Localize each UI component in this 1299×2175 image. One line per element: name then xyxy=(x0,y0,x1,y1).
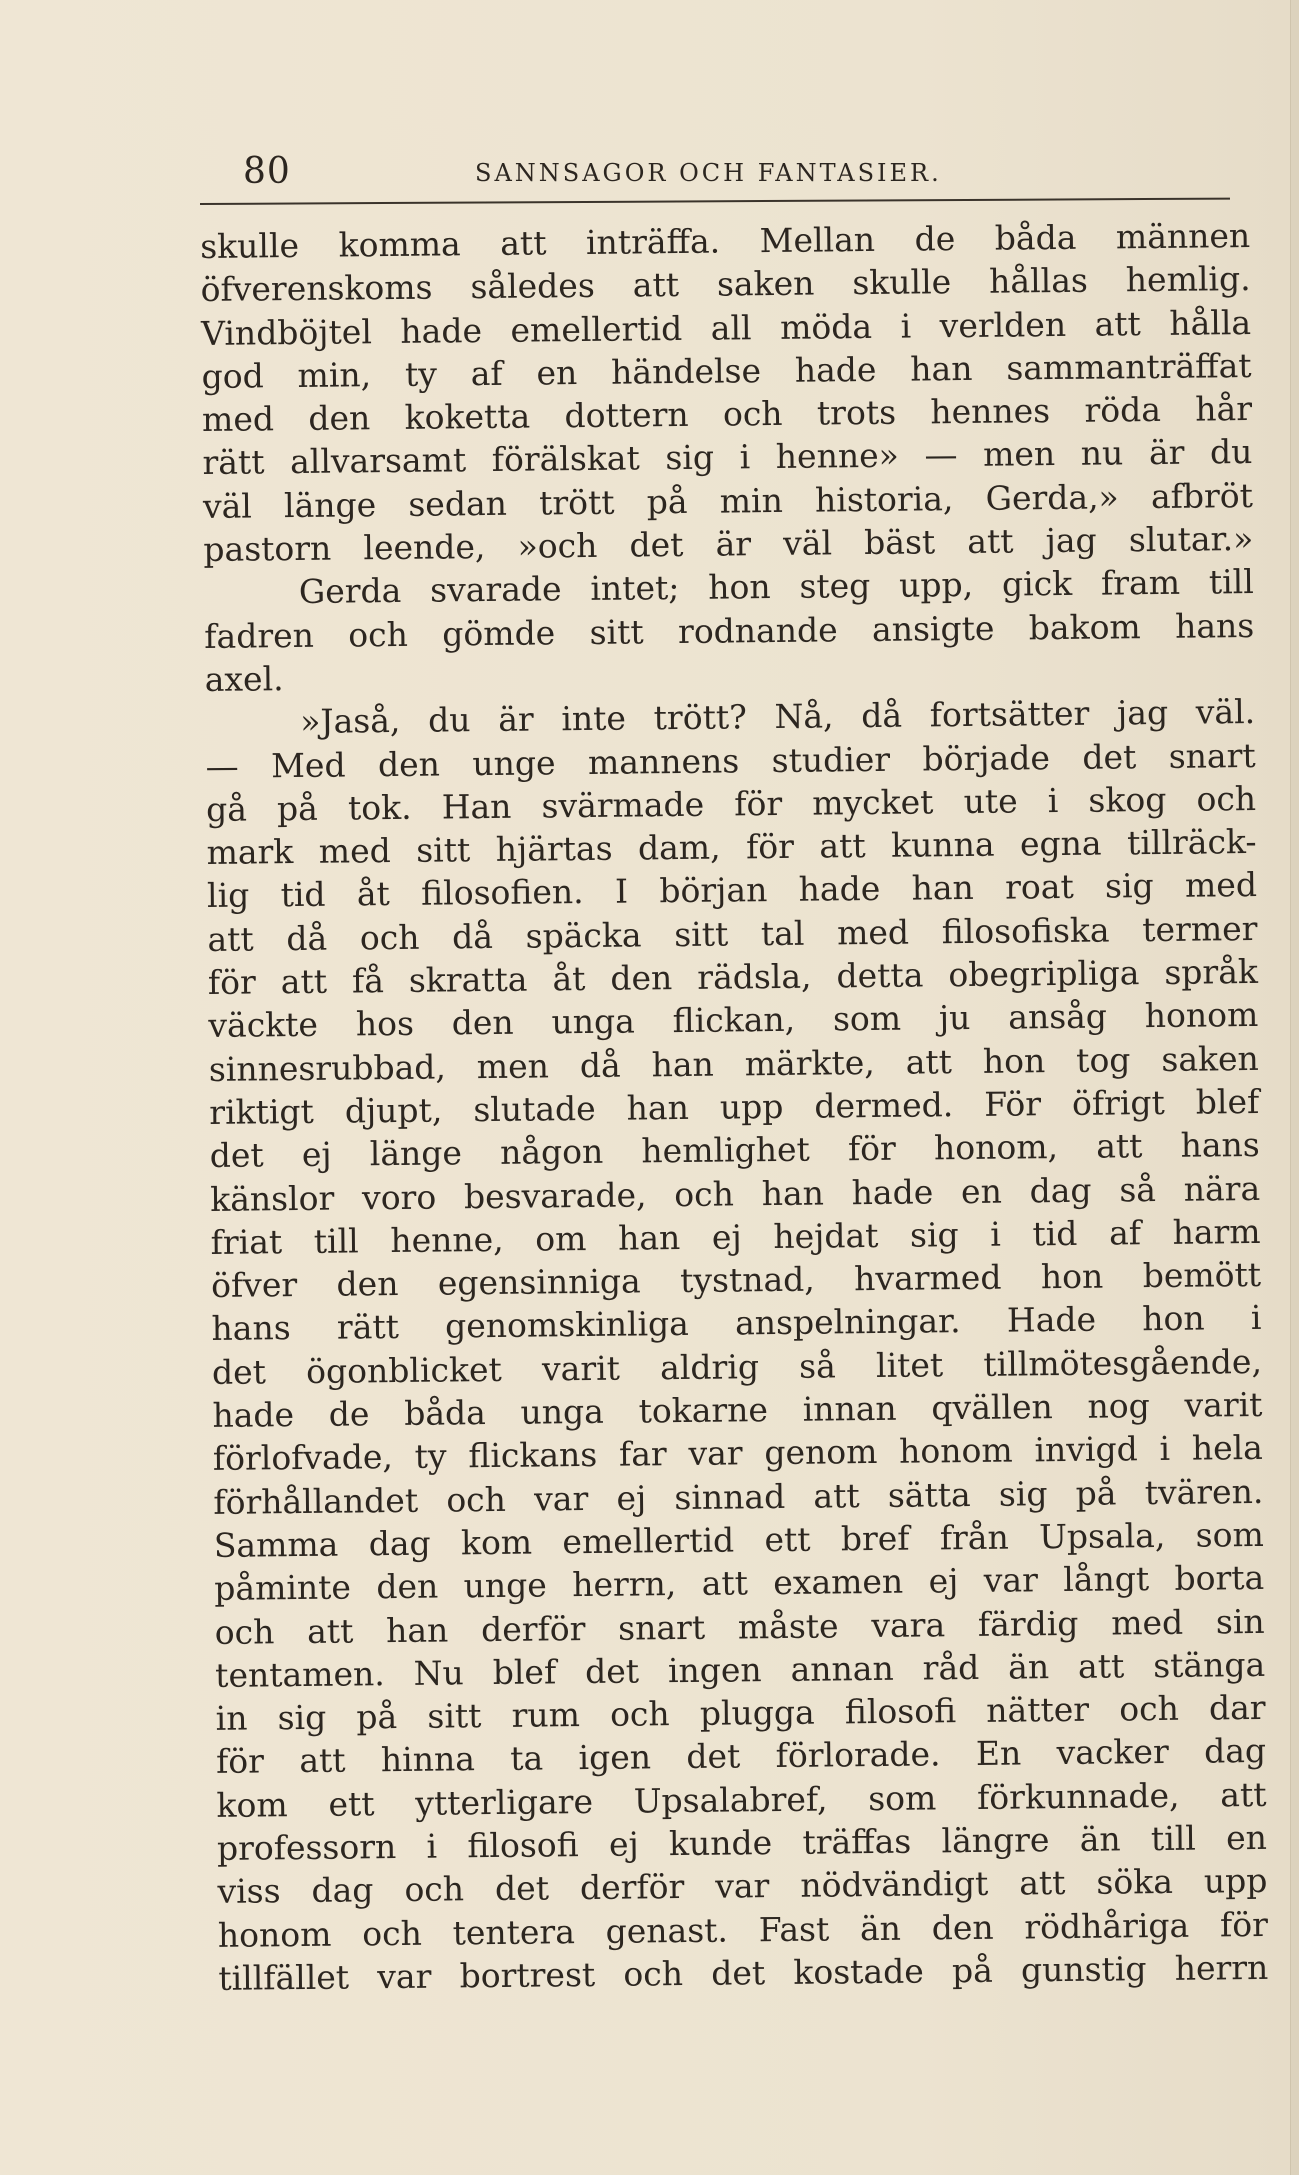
text-line: axel. xyxy=(204,659,284,699)
text-line: — Med den unge mannens studier började det snart xyxy=(205,735,1256,786)
text-line: mark med sitt hjärtas dam, för att kunna egna tillräck- xyxy=(206,822,1257,873)
page-header xyxy=(235,145,1245,205)
text-line: viss dag och det derför var nödvändigt att söka upp xyxy=(217,1861,1268,1912)
text-line: god min, ty af en händelse hade han sammanträffat xyxy=(201,345,1252,396)
text-line: tillfället var bortrest och det kostade på gunstig herrn xyxy=(218,1947,1269,1998)
text-line: väl länge sedan trött på min historia, Gerda,» afbröt xyxy=(202,475,1254,526)
text-line: Samma dag kom emellertid ett bref från Upsala, som xyxy=(213,1514,1264,1565)
text-line: riktigt djupt, slutade han upp dermed. För öfrigt blef xyxy=(209,1081,1260,1132)
text-line: fadren och gömde sitt rodnande ansigte bakom hans xyxy=(204,605,1255,656)
page-number: 80 xyxy=(243,151,291,192)
text-line: Gerda svarade intet; hon steg upp, gick fram till xyxy=(298,562,1254,612)
text-line: tentamen. Nu blef det ingen annan råd än att stänga xyxy=(214,1644,1266,1695)
text-line: in sig på sitt rum och plugga filosofi nätter och dar xyxy=(215,1688,1266,1739)
text-line: pastorn leende, »och det är väl bäst att jag slutar.» xyxy=(203,519,1254,570)
text-line: öfver den egensinniga tystnad, hvarmed hon bemött xyxy=(210,1255,1262,1306)
text-line: »Jaså, du är inte trött? Nå, då fortsätter jag väl. xyxy=(300,692,1256,742)
text-line: och att han derför snart måste vara färdig med sin xyxy=(214,1601,1265,1652)
text-line: för att hinna ta igen det förlorade. En vacker dag xyxy=(215,1731,1267,1782)
text-line: påminte den unge herrn, att examen ej var långt borta xyxy=(214,1558,1265,1609)
text-line: öfverenskoms således att saken skulle hållas hemlig. xyxy=(200,259,1251,310)
text-line: friat till henne, om han ej hejdat sig i tid af harm xyxy=(210,1211,1261,1262)
text-line: väckte hos den unga flickan, som ju ansåg honom xyxy=(208,995,1259,1046)
text-line: Vindböjtel hade emellertid all möda i verlden att hålla xyxy=(200,302,1252,353)
running-head: SANNSAGOR OCH FANTASIER. xyxy=(475,159,942,187)
text-line: det ej länge någon hemlighet för honom, att hans xyxy=(209,1125,1260,1176)
text-line: honom och tentera genast. Fast än den rödhåriga för xyxy=(217,1904,1269,1955)
page-edge xyxy=(1290,0,1299,2175)
text-line: rätt allvarsamt förälskat sig i henne» — men nu är du xyxy=(202,432,1253,483)
text-line: hade de båda unga tokarne innan qvällen nog varit xyxy=(212,1384,1263,1435)
text-line: professorn i filosofi ej kunde träffas längre än till en xyxy=(216,1817,1268,1868)
text-line: hans rätt genomskinliga anspelningar. Hade hon i xyxy=(211,1298,1262,1349)
text-line: det ögonblicket varit aldrig så litet tillmötesgående, xyxy=(211,1341,1263,1392)
text-line: förlofvade, ty flickans far var genom honom invigd i hela xyxy=(212,1428,1264,1479)
text-line: att då och då späcka sitt tal med filosofiska termer xyxy=(207,908,1258,959)
text-line: skulle komma att inträffa. Mellan de båda männen xyxy=(200,216,1251,266)
text-line: med den koketta dottern och trots hennes röda hår xyxy=(201,389,1253,440)
text-line: för att få skratta åt den rädsla, detta obegripliga språk xyxy=(207,952,1259,1003)
text-line: förhållandet och var ej sinnad att sätta sig på tvären. xyxy=(213,1471,1264,1522)
text-line: känslor voro besvarade, och han hade en dag så nära xyxy=(209,1168,1261,1219)
text-line: sinnesrubbad, men då han märkte, att hon tog saken xyxy=(208,1038,1259,1089)
text-line: kom ett ytterligare Upsalabref, som förkunnade, att xyxy=(216,1774,1267,1825)
text-line: gå på tok. Han svärmade för mycket ute i skog och xyxy=(205,778,1257,829)
body-text xyxy=(200,214,1269,2000)
text-line: lig tid åt filosofien. I början hade han roat sig med xyxy=(206,865,1258,916)
